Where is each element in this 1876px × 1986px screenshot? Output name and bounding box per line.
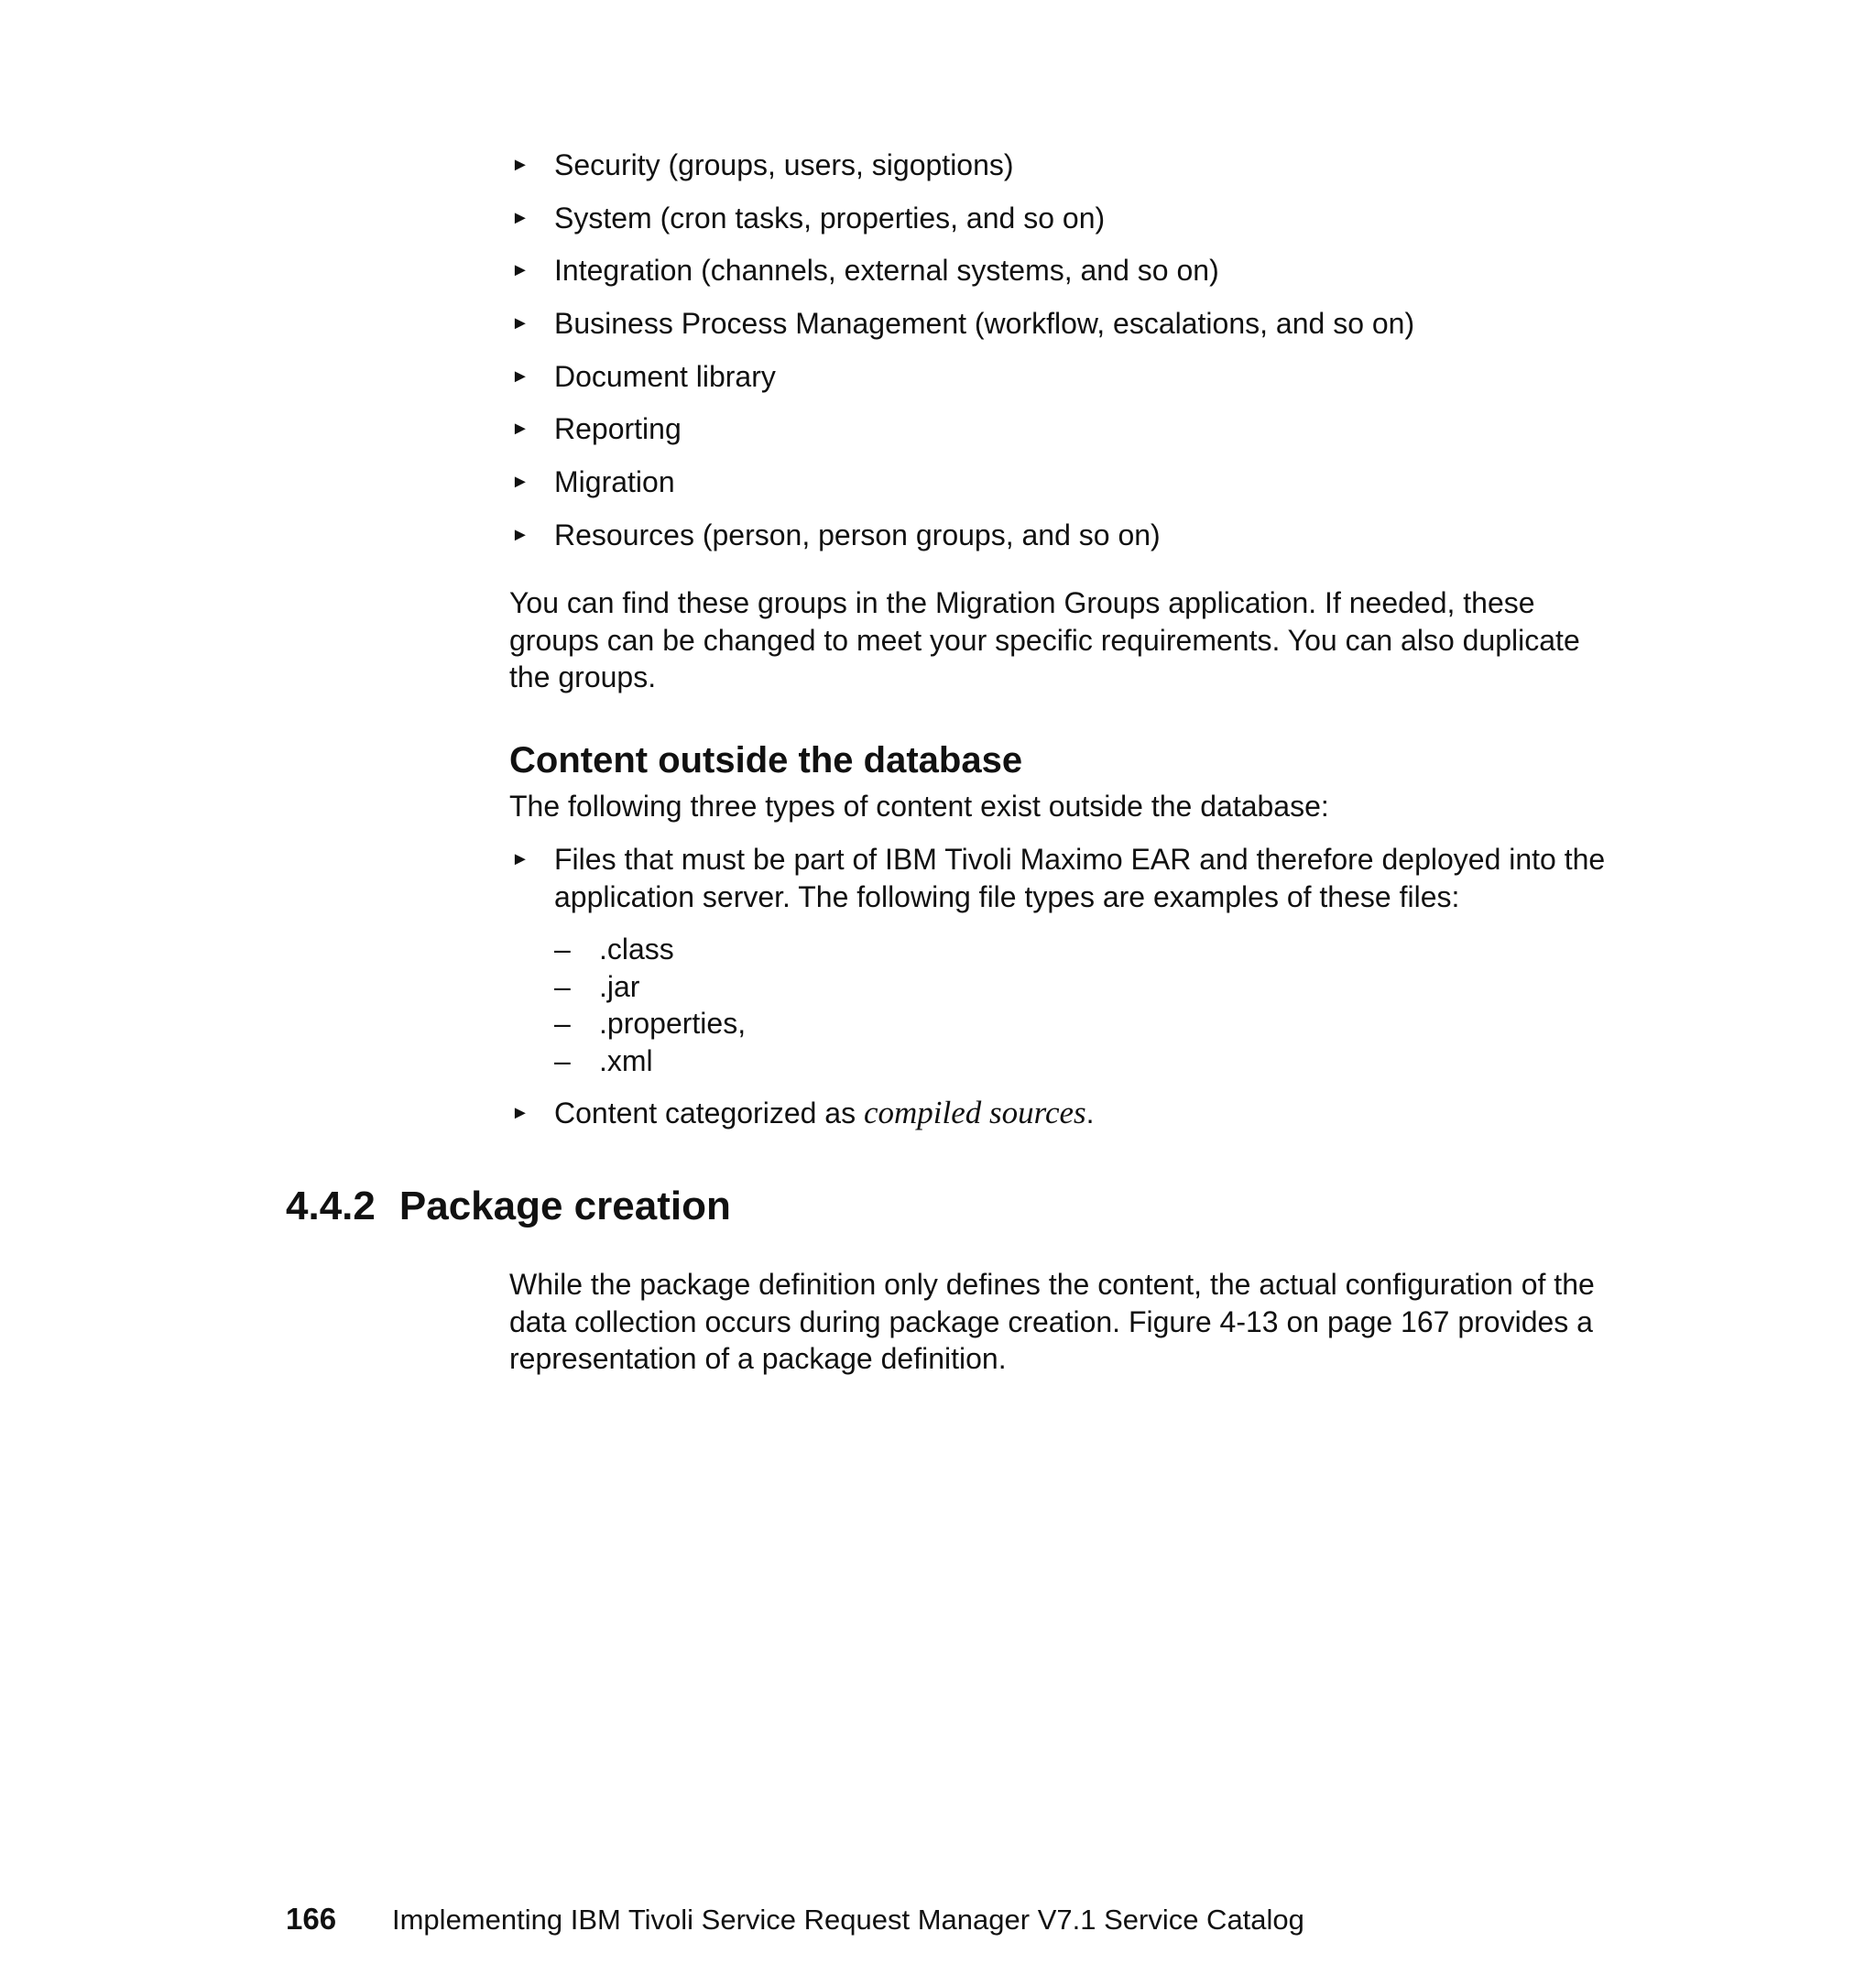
list-item-text: Document library [554,359,776,393]
list-item [509,252,1609,289]
list-item-text: Resources (person, person groups, and so on) [554,518,1161,551]
list-item-text: System (cron tasks, properties, and so on) [554,201,1106,235]
triangle-bullet-icon: ► [511,1103,529,1123]
triangle-bullet-icon: ► [511,366,529,387]
file-types-list [554,931,1609,1079]
file-type-text: .xml [599,1043,653,1077]
triangle-bullet-icon: ► [511,849,529,869]
dash-bullet-icon: – [554,1007,571,1040]
file-type-item [554,1005,1609,1042]
dash-bullet-icon: – [554,969,571,1003]
triangle-bullet-icon: ► [511,207,529,228]
section-heading [286,1182,731,1231]
package-creation-paragraph: While the package definition only defines the content, the actual configuration of the data collection occurs during package creation. Figure 4-13 on page 167 provides a representation of a package definition. [509,1268,1595,1375]
list-item-text: Integration (channels, external systems, and so on) [554,254,1219,288]
section-number: 4.4.2 [286,1184,376,1228]
file-type-text: .jar [599,969,640,1003]
book-title: Implementing IBM Tivoli Service Request Manager V7.1 Service Catalog [392,1904,1304,1936]
triangle-bullet-icon: ► [511,419,529,440]
list-item [509,1095,1609,1131]
file-type-item [554,968,1609,1006]
list-item-text: Reporting [554,412,682,446]
content-types-list [509,841,1609,1131]
migration-groups-list [509,147,1609,570]
migration-groups-paragraph: You can find these groups in the Migration Groups application. If needed, these groups can be changed to meet your specific requirements. You can also duplicate the groups. [509,586,1580,693]
triangle-bullet-icon: ► [511,260,529,281]
list-item-text: Migration [554,465,675,499]
triangle-bullet-icon: ► [511,155,529,175]
page-number: 166 [286,1902,337,1936]
list-item [509,147,1609,183]
file-type-text: .class [599,933,674,966]
dash-bullet-icon: – [554,933,571,966]
list-item-text: Files that must be part of IBM Tivoli Maximo EAR and therefore deployed into the application server. The following file types are examples of these files: [554,843,1606,913]
list-item [509,358,1609,395]
list-item-text-prefix: Content categorized as [554,1097,864,1129]
content-outside-database-heading: Content outside the database [509,740,1023,780]
file-type-text: .properties, [599,1007,747,1040]
list-item [509,410,1609,447]
section-title: Package creation [398,1184,731,1228]
file-type-item [554,931,1609,968]
content-intro-paragraph: The following three types of content exist outside the database: [509,790,1329,823]
file-type-item [554,1042,1609,1080]
list-item [509,517,1609,553]
list-item-text-suffix: . [1085,1097,1095,1129]
triangle-bullet-icon: ► [511,313,529,334]
list-item-text: Security (groups, users, sigoptions) [554,148,1014,181]
dash-bullet-icon: – [554,1043,571,1077]
list-item [509,464,1609,500]
compiled-sources-emphasis: compiled sources [863,1095,1086,1130]
triangle-bullet-icon: ► [511,524,529,545]
list-item-text: Business Process Management (workflow, escalations, and so on) [554,307,1415,341]
list-item [509,200,1609,236]
page-footer [286,1902,1304,1937]
triangle-bullet-icon: ► [511,472,529,493]
list-item [509,305,1609,342]
list-item [509,841,1609,1079]
